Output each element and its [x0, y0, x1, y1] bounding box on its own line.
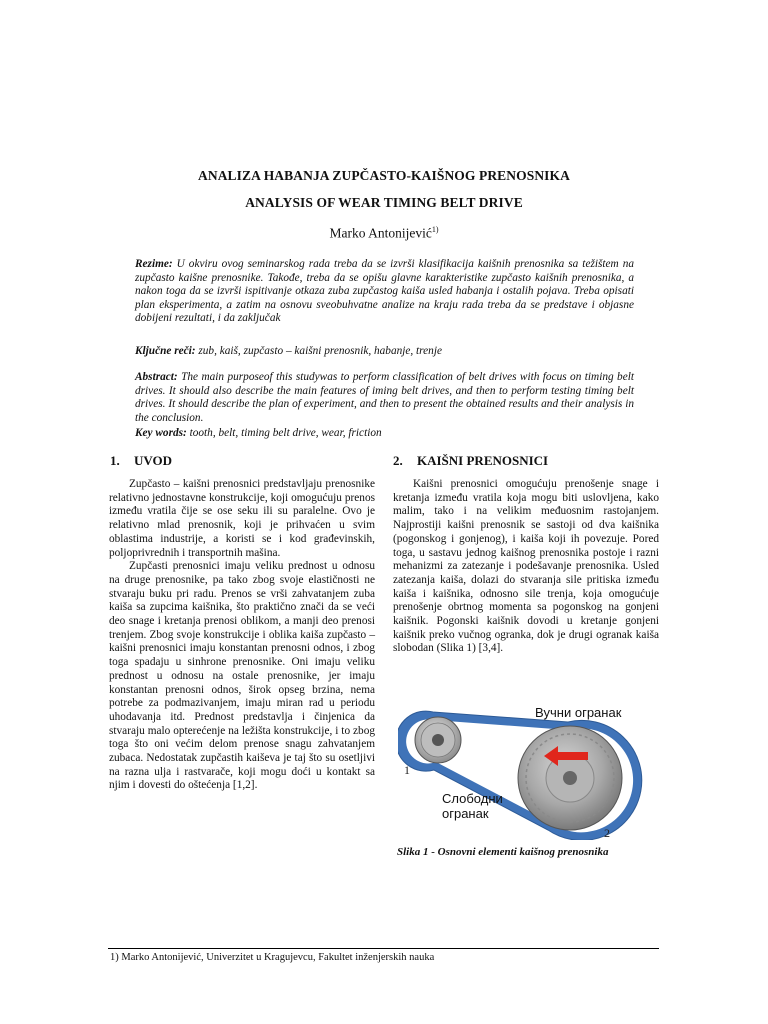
slack-side-label-2: огранак [442, 806, 489, 821]
section-2-paragraph: Kaišni prenosnici omogućuju prenošenje snage i kretanja između vratila koja mogu biti uslovljena, kako malim, tako i na velikim međuosnim rastojanjem. Najprostiji kaišni prenosnik se sastoji od dva kaišnika (pogonskog i gonjenog), i kaiša koji ih povezuje. Pored toga, u sastavu jednog kaišnog prenosnika postoje i razni mehanizmi za zatezanje i podešavanje prenosnika. Usled zatezanja kaiša, dolazi do stvaranja sile pritiska između kaiša i kaišnika, odnosno sile trenja, koja omogućuje prenošenje obrtnog momenta sa pogonskog na gonjeni kaišnik. Pogonski kaišnik dovodi u kretanje gonjeni kaišnik preko vučnog ogranka, dok je drugi ogranak kaiša slobodan (Slika 1) [3,4]. [393, 478, 659, 655]
section-1-heading [110, 453, 172, 469]
slack-side-label-1: Слободни [442, 791, 503, 806]
driving-pulley [415, 717, 461, 763]
section-1-paragraph: Zupčasti prenosnici imaju veliku prednost u odnosu na druge prenosnike, pa tako zbog svoje elastičnosti ne stvaraju buku pri radu. Prenos se vrši zahvatanjem zuba kaiša sa zupcima kaišnika, što praktično znači da se veći deo snage i kretanja prenosi oblikom, a manji deo prenosi trenjem. Zbog svoje konstrukcije i oblika kaiša zupčasto – kaišni prenosnici imaju konstantan prenosni odnos, i zbog toga spadaju u sinhrone prenosnike. Oni imaju veliku prednost u odnosu na ostale prenosnike, jer imaju konstantan prenosni odnos, širok opseg brzina, nema potrebe za podmazivanjem, imaju miran rad u periodu uhodavanja itd. Prednost predstavlja i činjenica da stvaraju malo opterećenje na ležišta konstrukcije, i to zbog toga što oni većim delom prenose snagu zahvatanjem zubaca. Nedostatak zupčastih kaiševa je taj što su osetljivi na razna ulja i rastvarače, koji mogu doći u kontakt sa njim i dovesti do oštećenja [1,2]. [109, 560, 375, 792]
kljucne-reci-label: Ključne reči: [135, 345, 196, 357]
figure-number-1: 1 [404, 763, 410, 777]
belt-drive-figure [398, 700, 652, 840]
rezime-label: Rezime: [135, 258, 173, 270]
title-english: ANALYSIS OF WEAR TIMING BELT DRIVE [245, 195, 523, 210]
section-1-body [109, 478, 375, 793]
keywords-label: Key words: [135, 427, 187, 439]
rezime-block [135, 258, 634, 326]
tight-side-label: Вучни огранак [535, 705, 622, 720]
section-2-title: KAIŠNI PRENOSNICI [417, 453, 549, 468]
abstract-block [135, 371, 634, 425]
section-1-title: UVOD [134, 453, 173, 468]
title-serbian: ANALIZA HABANJA ZUPČASTO-KAIŠNOG PRENOSNIKA [198, 168, 570, 183]
section-2-body [393, 478, 659, 656]
kljucne-reci-block [135, 345, 634, 359]
author-footnote-mark: 1) [431, 225, 439, 234]
rezime-text: U okviru ovog seminarskog rada treba da se izvrši klasifikacija kaišnih prenosnika sa težištem na zupčasto kaišne prenosnike. Takođe, treba da se opišu glavne karakteristike zupčasto kaišnih prenosnika, a nakon toga da se izvrši ispitivanje otkaza zuba zupčastog kaiša usled habanja i ostalih pojava. Treba opisati plan eksperimenta, a zatim na osnovu sveobuhvatne analize na kraju rada treba da se predstave i objasne dobijeni rezultati, i da zaključak [135, 258, 634, 325]
kljucne-reci-text: zub, kaiš, zupčasto – kaišni prenosnik, habanje, trenje [198, 345, 442, 357]
section-1-number: 1. [110, 453, 120, 468]
section-2-heading [393, 453, 548, 469]
section-2-number: 2. [393, 453, 403, 468]
keywords-text: tooth, belt, timing belt drive, wear, friction [189, 427, 382, 439]
author-name: Marko Antonijević [329, 225, 432, 241]
abstract-text: The main purposeof this studywas to perform classification of belt drives with focus on timing belt drives. It should also describe the main features of iming belt drives, and then to perform testing timing belt drives. It should describe the plan of experiment, and then to present the obtained results and their analysis in the conclusion. [135, 371, 634, 424]
section-1-paragraph: Zupčasto – kaišni prenosnici predstavljaju prenosnike relativno jednostavne konstrukcije, koji omogućuju prenos između vratila čije se ose seku ili su paralelne. Ovo je relativno mlad prenosnik, koji je prihvaćen u svim oblastima industrije, a koristi se i kod građevinskih, poljoprivrednih i transportnih mašina. [109, 478, 375, 559]
footnote-rule [108, 948, 659, 949]
abstract-label: Abstract: [135, 371, 178, 383]
figure-caption: Slika 1 - Osnovni elementi kaišnog prenosnika [397, 846, 609, 858]
keywords-block [135, 427, 634, 441]
footnote: 1) Marko Antonijević, Univerzitet u Kragujevcu, Fakultet inženjerskih nauka [110, 952, 435, 963]
figure-number-2: 2 [604, 826, 610, 840]
author [0, 225, 768, 242]
driven-pulley [518, 726, 622, 830]
